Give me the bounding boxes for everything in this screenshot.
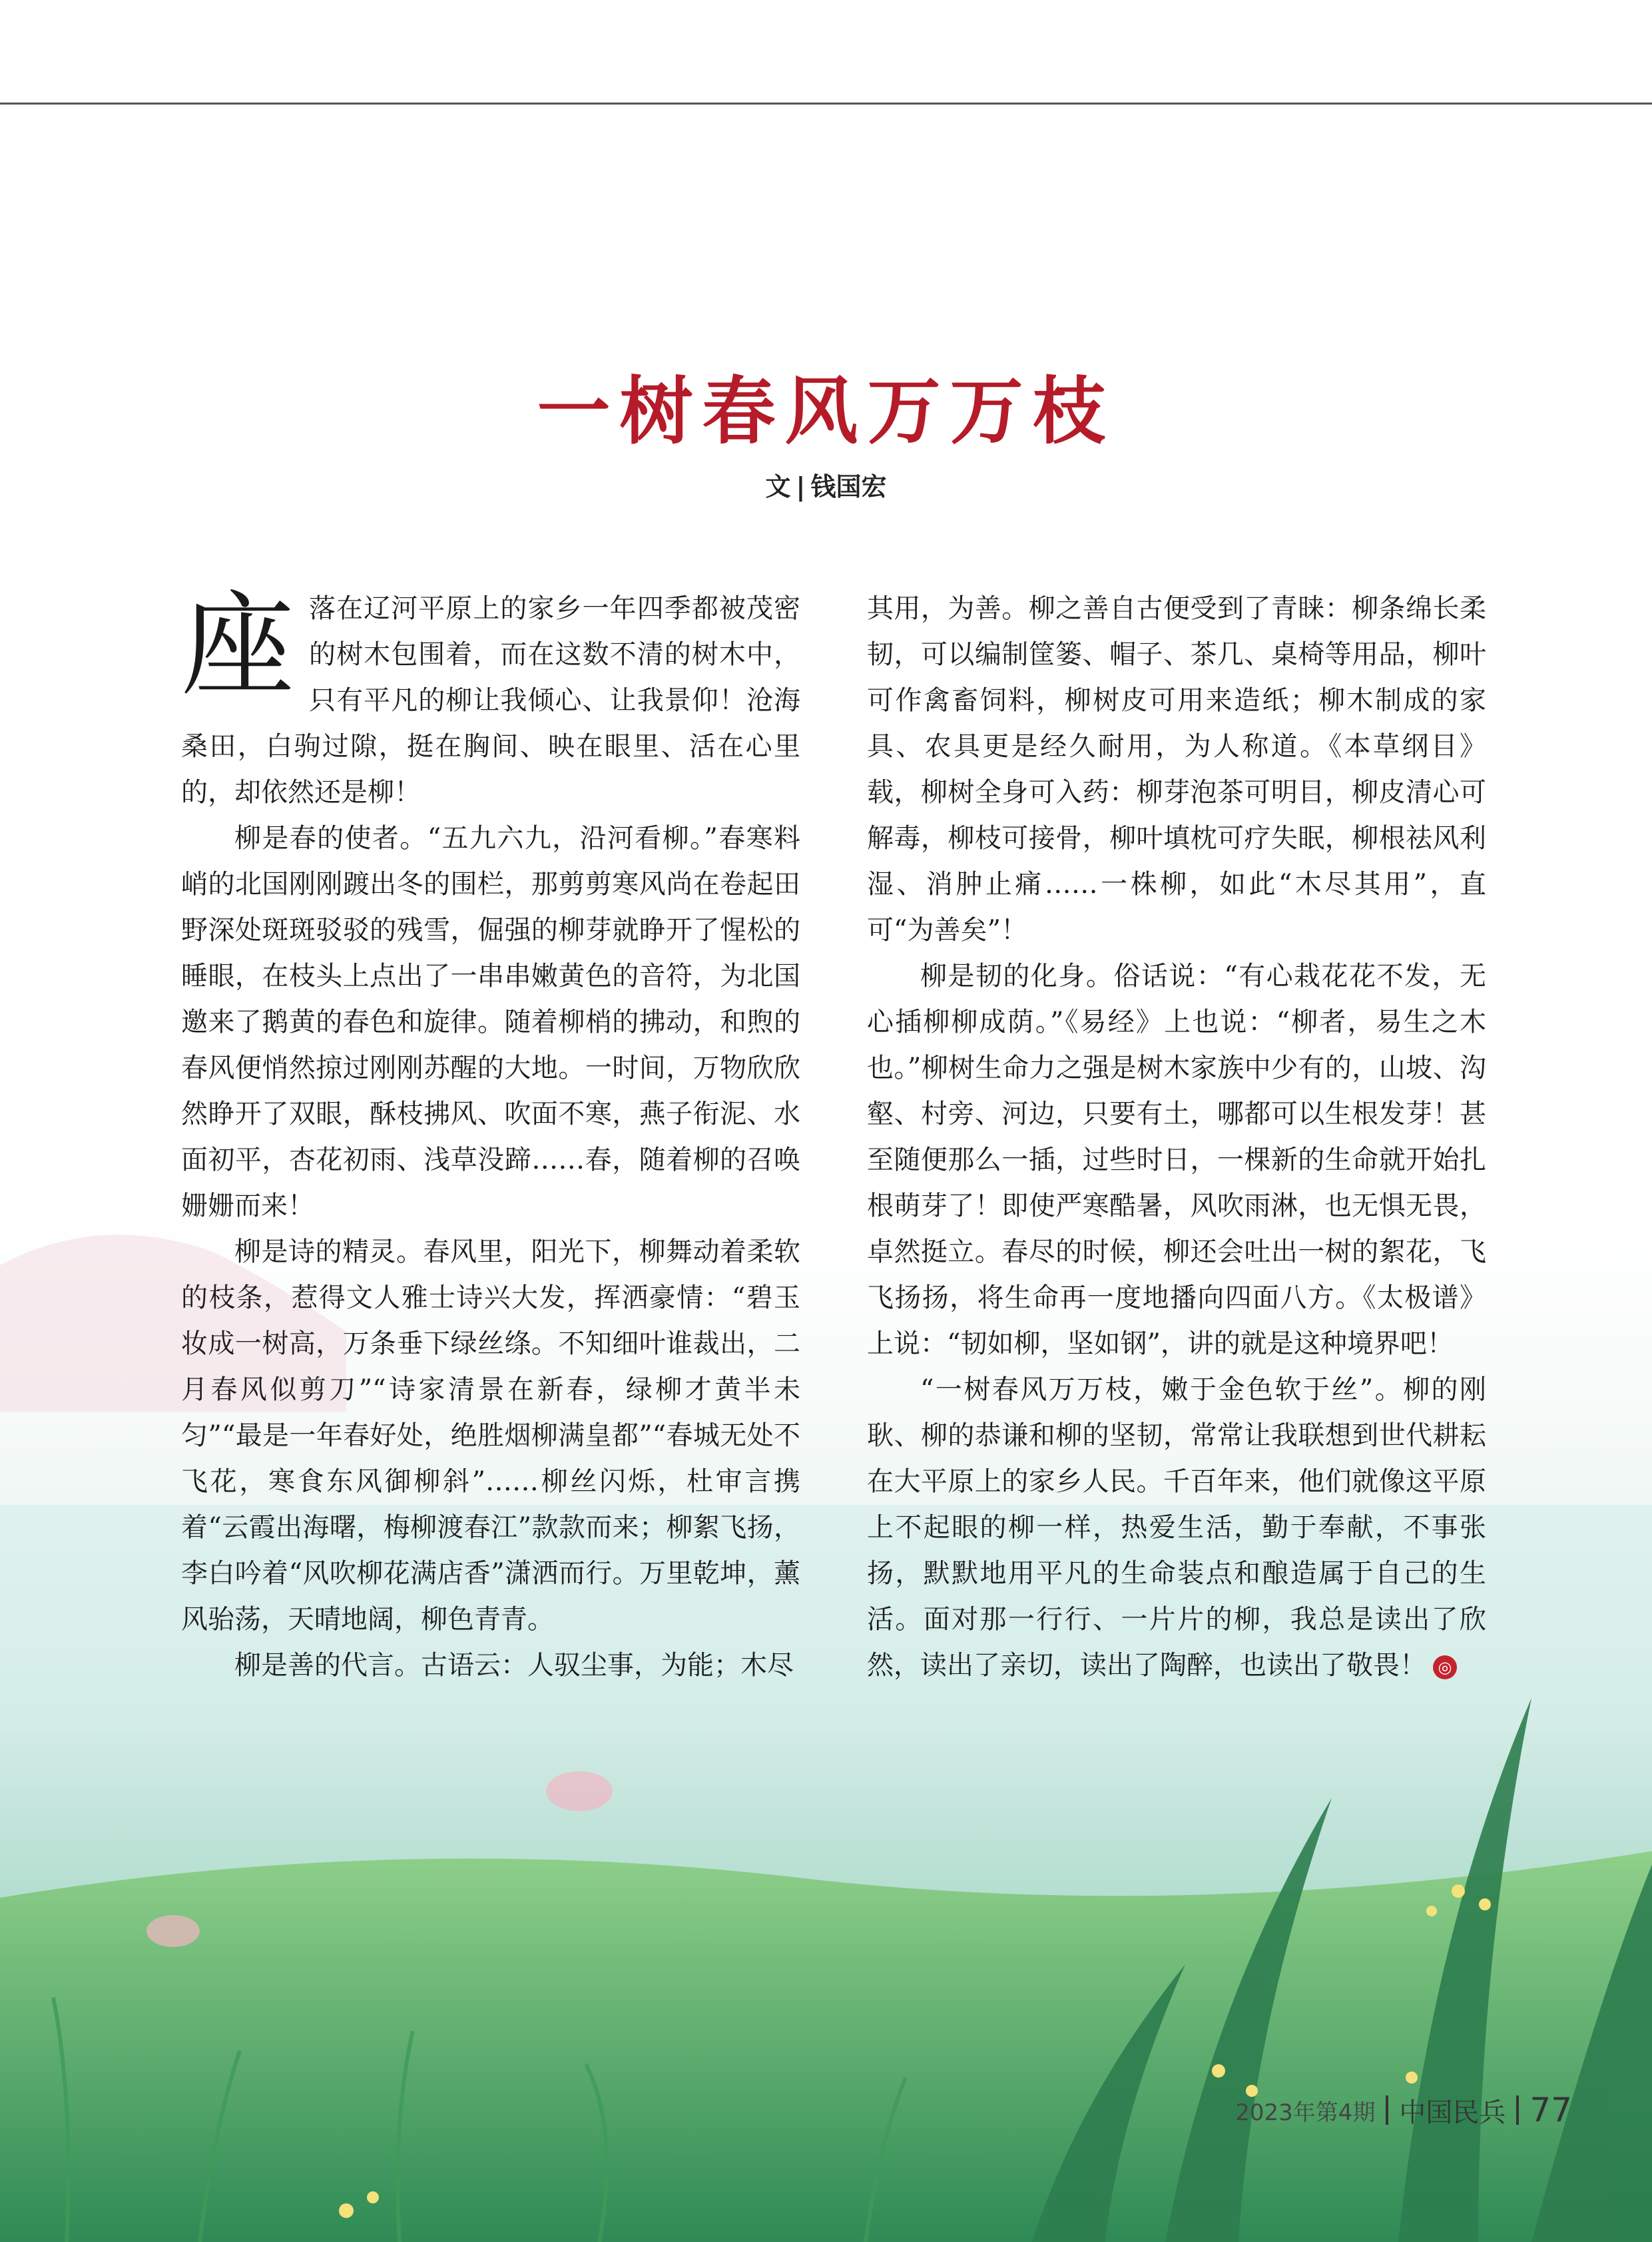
publication-name: 中国民兵: [1399, 2097, 1506, 2128]
end-mark-icon: ◎: [1433, 1655, 1457, 1679]
right-column: [867, 586, 1486, 1689]
paragraph-6-text: “一树春风万万枝，嫩于金色软于丝”。柳的刚耿、柳的恭谦和柳的坚韧，常常让我联想到世代耕耘在大平原上的家乡人民。千百年来，他们就像这平原上不起眼的柳一样，热爱生活，勤于奉献，不事张扬，默默地用平凡的生命装点和酿造属于自己的生活。面对那一行行、一片片的柳，我总是读出了欣然，读出了亲切，读出了陶醉，也读出了敬畏！: [867, 1374, 1486, 1681]
paragraph-5: 柳是韧的化身。俗话说：“有心栽花花不发，无心插柳柳成荫。”《易经》上也说：“柳者，易生之木也。”柳树生命力之强是树木家族中少有的，山坡、沟壑、村旁、河边，只要有土，哪都可以生根发芽！甚至随便那么一插，过些时日，一棵新的生命就开始扎根萌芽了！即使严寒酷暑，风吹雨淋，也无惧无畏，卓然挺立。春尽的时候，柳还会吐出一树的絮花，飞飞扬扬，将生命再一度地播向四面八方。《太极谱》上说：“韧如柳，坚如钢”，讲的就是这种境界吧！: [867, 961, 1486, 1359]
byline-separator: |: [796, 472, 806, 501]
issue-label: 2023年第4期: [1235, 2099, 1376, 2126]
header-rule: [0, 103, 1652, 105]
byline-prefix: 文: [765, 472, 791, 501]
paragraph-1-text: 落在辽河平原上的家乡一年四季都被茂密的树木包围着，而在这数不清的树木中，只有平凡的柳让我倾心、让我景仰！沧海桑田，白驹过隙，挺在胸间、映在眼里、活在心里的，却依然还是柳！: [181, 593, 800, 808]
paragraph-2: 柳是春的使者。“五九六九，沿河看柳。”春寒料峭的北国刚刚踱出冬的围栏，那剪剪寒风尚在卷起田野深处斑斑驳驳的残雪，倔强的柳芽就睁开了惺松的睡眼，在枝头上点出了一串串嫩黄色的音符，为北国邀来了鹅黄的春色和旋律。随着柳梢的拂动，和煦的春风便悄然掠过刚刚苏醒的大地。一时间，万物欣欣然睁开了双眼，酥枝拂风、吹面不寒，燕子衔泥、水面初平，杏花初雨、浅草没蹄……春，随着柳的召唤姗姗而来！: [181, 823, 800, 1221]
drop-cap: 座: [181, 580, 295, 712]
footer-divider: [1386, 2096, 1388, 2125]
paragraph-1: [181, 580, 800, 816]
paragraph-4-start: 柳是善的代言。古语云：人驭尘事，为能；木尽: [234, 1650, 794, 1681]
left-column: [181, 580, 800, 1689]
paragraph-6: [867, 1367, 1486, 1689]
paragraph-4-continued: 其用，为善。柳之善自古便受到了青睐：柳条绵长柔韧，可以编制筐篓、帽子、茶几、桌椅等用品，柳叶可作禽畜饲料，柳树皮可用来造纸；柳木制成的家具、农具更是经久耐用，为人称道。《本草纲目》载，柳树全身可入药：柳芽泡茶可明目，柳皮清心可解毒，柳枝可接骨，柳叶填枕可疗失眠，柳根祛风利湿、消肿止痛……一株柳，如此“木尽其用”，直可“为善矣”！: [867, 593, 1486, 946]
footer-divider: [1516, 2096, 1519, 2125]
article-title: 一树春风万万枝: [537, 368, 1115, 454]
page-number: 77: [1529, 2091, 1572, 2129]
byline: [0, 466, 1652, 503]
author-name: 钱国宏: [810, 472, 887, 501]
page-footer: [1235, 2091, 1572, 2129]
paragraph-3: 柳是诗的精灵。春风里，阳光下，柳舞动着柔软的枝条，惹得文人雅士诗兴大发，挥洒豪情：“碧玉妆成一树高，万条垂下绿丝绦。不知细叶谁裁出，二月春风似剪刀”“诗家清景在新春，绿柳才黄半未匀”“最是一年春好处，绝胜烟柳满皇都”“春城无处不飞花，寒食东风御柳斜”……柳丝闪烁，杜审言携着“云霞出海曙，梅柳渡春江”款款而来；柳絮飞扬，李白吟着“风吹柳花满店香”潇洒而行。万里乾坤，薰风骀荡，天晴地阔，柳色青青。: [181, 1237, 800, 1635]
